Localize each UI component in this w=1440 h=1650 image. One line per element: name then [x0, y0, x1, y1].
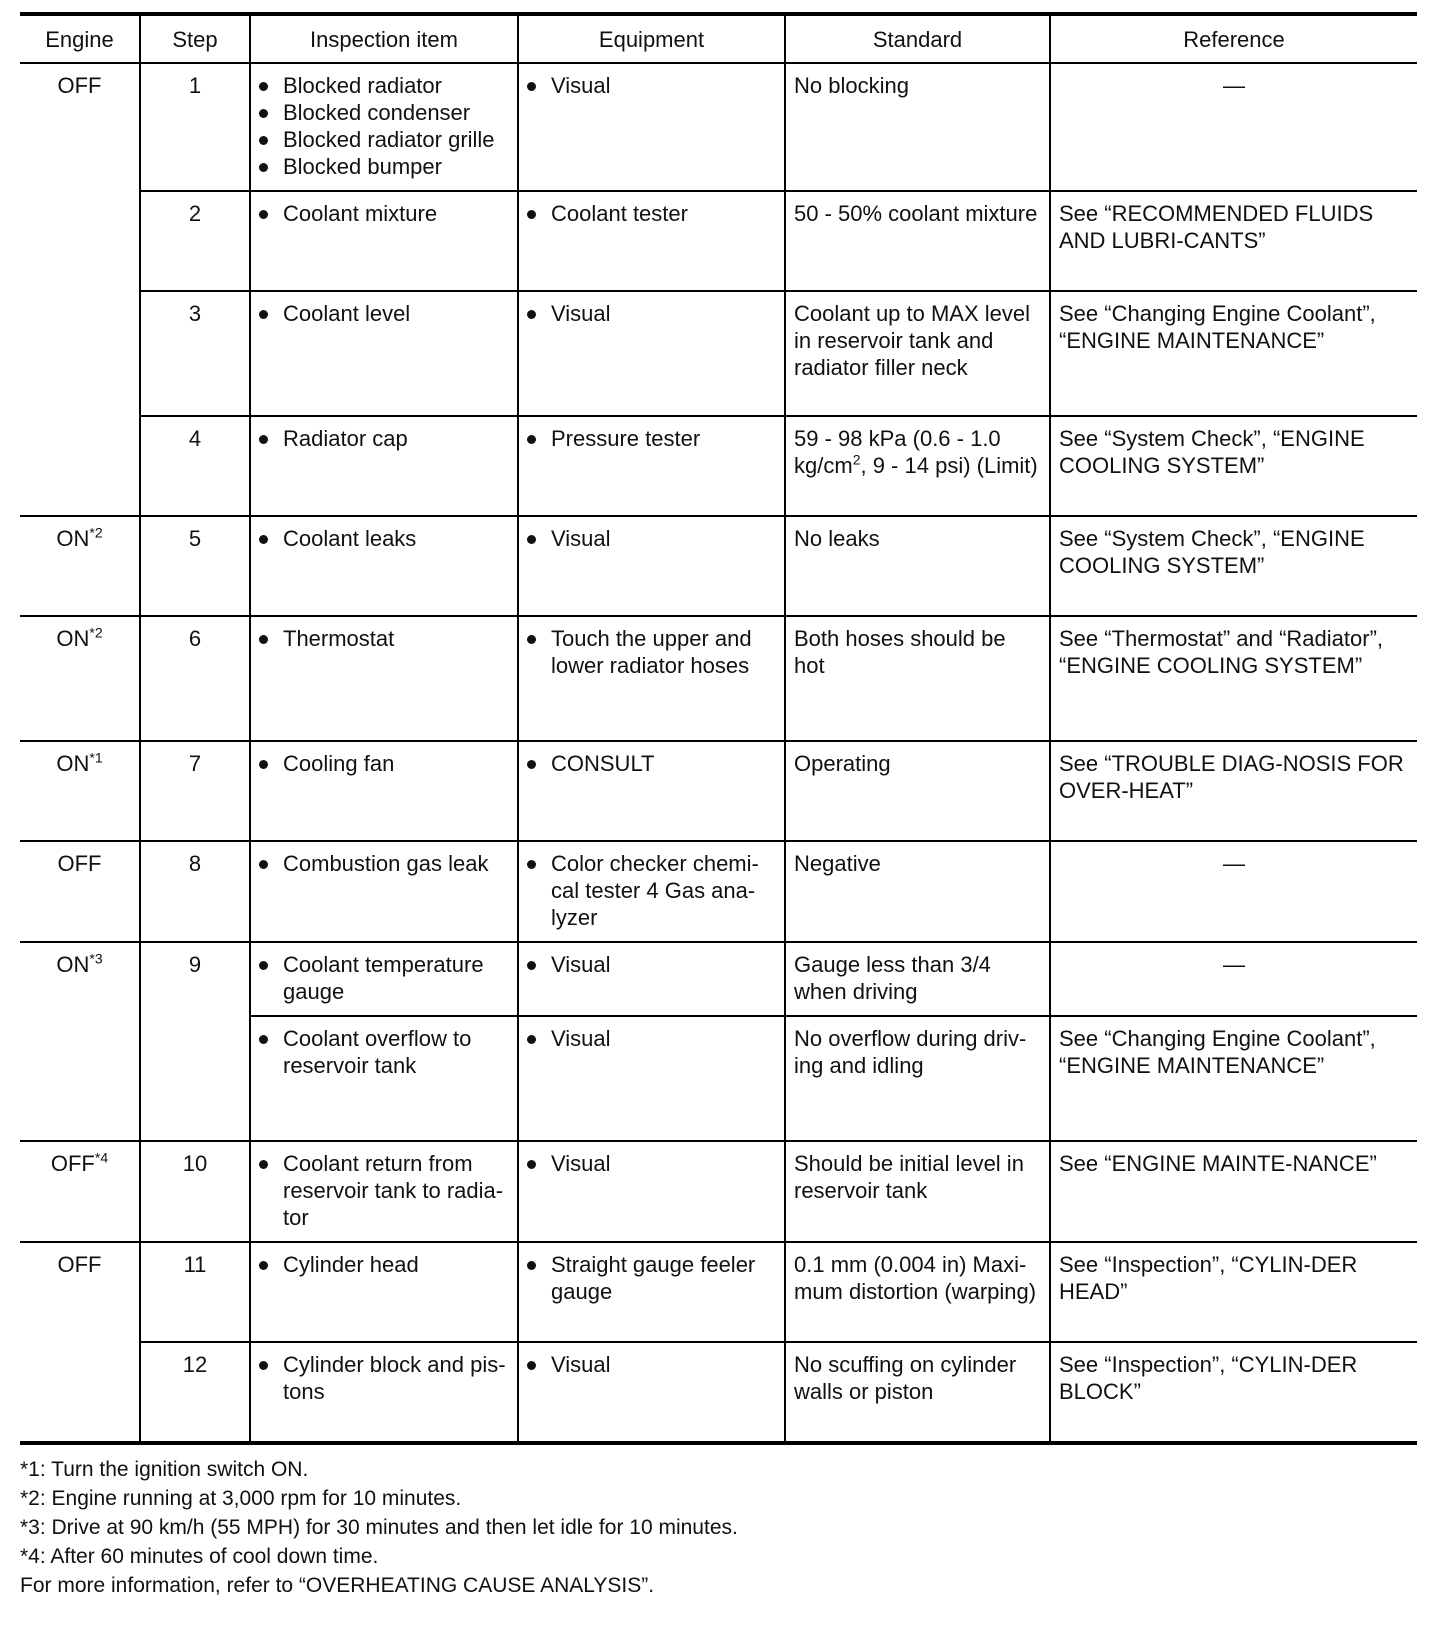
table-row — [20, 942, 1417, 1016]
reference-cell: See “Thermostat” and “Radiator”, “ENGINE COOLING SYSTEM” — [1050, 616, 1417, 741]
header-engine: Engine — [20, 14, 140, 63]
inspection-cell — [250, 63, 518, 191]
engine-value: ON — [56, 526, 90, 551]
header-row — [20, 14, 1417, 63]
equipment-cell — [518, 1016, 785, 1141]
reference-cell: See “RECOMMENDED FLUIDS AND LUBRI-CANTS” — [1050, 191, 1417, 291]
standard-text: , 9 - 14 psi) (Limit) — [860, 453, 1038, 478]
engine-value: OFF — [50, 1151, 95, 1176]
inspection-text: Cylinder block and pis-tons — [283, 1352, 506, 1404]
engine-cell — [20, 63, 140, 516]
inspection-table — [20, 12, 1417, 1445]
inspection-cell — [250, 1242, 518, 1342]
step-cell: 9 — [140, 942, 250, 1141]
table-row — [20, 291, 1417, 416]
standard-text: 59 - 98 kPa (0.6 - 1.0 kg/cm — [794, 426, 1001, 478]
engine-value: ON — [56, 751, 90, 776]
standard-cell: 50 - 50% coolant mixture — [785, 191, 1050, 291]
equipment-text: Straight gauge feeler gauge — [551, 1252, 756, 1304]
list-item — [259, 153, 509, 180]
footnote-2: *2: Engine running at 3,000 rpm for 10 minutes. — [20, 1487, 462, 1510]
bullet-icon — [259, 535, 275, 543]
inspection-cell — [250, 1016, 518, 1141]
inspection-text: Coolant return from reservoir tank to radia-tor — [283, 1151, 504, 1230]
equipment-text: Color checker chemi-cal tester 4 Gas ana-lyzer — [551, 851, 759, 930]
footnote-mark: *3 — [89, 950, 103, 967]
equipment-text: Touch the upper and lower radiator hoses — [551, 626, 752, 678]
inspection-cell — [250, 291, 518, 416]
step-cell: 6 — [140, 616, 250, 741]
equipment-text: CONSULT — [551, 751, 655, 776]
reference-cell: — — [1050, 841, 1417, 942]
reference-cell: See “Inspection”, “CYLIN-DER BLOCK” — [1050, 1342, 1417, 1443]
inspection-cell — [250, 942, 518, 1016]
standard-cell: Should be initial level in reservoir tank — [785, 1141, 1050, 1242]
bullet-icon — [527, 82, 543, 90]
inspection-text: Coolant leaks — [283, 526, 417, 551]
table-row — [20, 741, 1417, 841]
header-step: Step — [140, 14, 250, 63]
equipment-cell — [518, 1242, 785, 1342]
bullet-icon — [527, 860, 543, 868]
bullet-icon — [259, 210, 275, 218]
step-cell: 12 — [140, 1342, 250, 1443]
bullet-icon — [527, 535, 543, 543]
table-row — [20, 516, 1417, 616]
header-equipment: Equipment — [518, 14, 785, 63]
bullet-icon — [527, 210, 543, 218]
engine-cell — [20, 616, 140, 741]
equipment-cell — [518, 63, 785, 191]
inspection-text: Combustion gas leak — [283, 851, 489, 876]
footnotes — [20, 1455, 1417, 1600]
table-row — [20, 616, 1417, 741]
reference-cell: — — [1050, 942, 1417, 1016]
bullet-icon — [259, 136, 275, 144]
step-cell: 4 — [140, 416, 250, 516]
footnote-mark: *4 — [94, 1149, 109, 1166]
reference-cell: See “Inspection”, “CYLIN-DER HEAD” — [1050, 1242, 1417, 1342]
table-row — [20, 416, 1417, 516]
equipment-text: Pressure tester — [551, 426, 701, 451]
inspection-text: Radiator cap — [283, 426, 408, 451]
equipment-cell — [518, 1342, 785, 1443]
inspection-cell — [250, 616, 518, 741]
list-item — [259, 126, 509, 153]
footnote-mark: *2 — [89, 624, 103, 641]
engine-value: ON — [56, 952, 90, 977]
reference-cell: See “System Check”, “ENGINE COOLING SYSTEM” — [1050, 516, 1417, 616]
step-cell: 11 — [140, 1242, 250, 1342]
standard-cell: No blocking — [785, 63, 1050, 191]
header-reference: Reference — [1050, 14, 1417, 63]
footnote-mark: *1 — [89, 749, 103, 766]
reference-cell: See “Changing Engine Coolant”, “ENGINE MAINTENANCE” — [1050, 1016, 1417, 1141]
equipment-text: Visual — [551, 952, 611, 977]
engine-value: OFF — [57, 1252, 102, 1277]
equipment-cell — [518, 841, 785, 942]
bullet-icon — [259, 1035, 275, 1043]
footnote-mark: *2 — [89, 524, 103, 541]
bullet-icon — [259, 310, 275, 318]
equipment-cell — [518, 516, 785, 616]
standard-cell: Operating — [785, 741, 1050, 841]
header-standard: Standard — [785, 14, 1050, 63]
engine-value: ON — [56, 626, 90, 651]
inspection-text: Coolant overflow to reservoir tank — [283, 1026, 472, 1078]
table-row — [20, 841, 1417, 942]
bullet-icon — [527, 760, 543, 768]
bullet-icon — [259, 82, 275, 90]
bullet-icon — [259, 635, 275, 643]
superscript: 2 — [852, 451, 861, 468]
equipment-text: Coolant tester — [551, 201, 688, 226]
reference-cell: See “TROUBLE DIAG-NOSIS FOR OVER-HEAT” — [1050, 741, 1417, 841]
standard-cell — [785, 416, 1050, 516]
inspection-text: Blocked bumper — [283, 154, 442, 179]
reference-cell: See “ENGINE MAINTE-NANCE” — [1050, 1141, 1417, 1242]
standard-cell: 0.1 mm (0.004 in) Maxi-mum distortion (warping) — [785, 1242, 1050, 1342]
equipment-text: Visual — [551, 1151, 611, 1176]
list-item — [259, 99, 509, 126]
footnote-3: *3: Drive at 90 km/h (55 MPH) for 30 minutes and then let idle for 10 minutes. — [20, 1516, 738, 1539]
engine-value: OFF — [57, 73, 102, 98]
equipment-cell — [518, 942, 785, 1016]
standard-cell: No overflow during driv-ing and idling — [785, 1016, 1050, 1141]
inspection-text: Coolant temperature gauge — [283, 952, 484, 1004]
standard-cell: Coolant up to MAX level in reservoir tank and radiator filler neck — [785, 291, 1050, 416]
equipment-text: Visual — [551, 1026, 611, 1051]
step-cell: 5 — [140, 516, 250, 616]
engine-value: OFF — [57, 851, 102, 876]
equipment-cell — [518, 191, 785, 291]
bullet-icon — [259, 1361, 275, 1369]
inspection-text: Blocked condenser — [283, 100, 471, 125]
step-cell: 2 — [140, 191, 250, 291]
step-cell: 8 — [140, 841, 250, 942]
engine-cell — [20, 841, 140, 942]
inspection-text: Coolant level — [283, 301, 411, 326]
inspection-cell — [250, 1141, 518, 1242]
reference-cell: See “System Check”, “ENGINE COOLING SYSTEM” — [1050, 416, 1417, 516]
inspection-cell — [250, 1342, 518, 1443]
inspection-text: Coolant mixture — [283, 201, 438, 226]
inspection-cell — [250, 416, 518, 516]
equipment-text: Visual — [551, 526, 611, 551]
step-cell: 1 — [140, 63, 250, 191]
bullet-icon — [259, 435, 275, 443]
table-row — [20, 1342, 1417, 1443]
bullet-icon — [259, 1160, 275, 1168]
step-cell: 7 — [140, 741, 250, 841]
more-information-note: For more information, refer to “OVERHEATING CAUSE ANALYSIS”. — [20, 1574, 655, 1597]
footnote-1: *1: Turn the ignition switch ON. — [20, 1458, 309, 1481]
table-row — [20, 1242, 1417, 1342]
standard-cell: Negative — [785, 841, 1050, 942]
bullet-icon — [527, 435, 543, 443]
standard-cell: Both hoses should be hot — [785, 616, 1050, 741]
inspection-text: Blocked radiator grille — [283, 127, 495, 152]
bullet-icon — [259, 860, 275, 868]
engine-cell — [20, 942, 140, 1141]
bullet-icon — [527, 635, 543, 643]
bullet-icon — [527, 310, 543, 318]
standard-cell: No leaks — [785, 516, 1050, 616]
bullet-icon — [259, 1261, 275, 1269]
step-cell: 3 — [140, 291, 250, 416]
bullet-icon — [527, 1261, 543, 1269]
bullet-icon — [259, 109, 275, 117]
inspection-text: Blocked radiator — [283, 73, 442, 98]
equipment-cell — [518, 1141, 785, 1242]
equipment-text: Visual — [551, 73, 611, 98]
inspection-cell — [250, 191, 518, 291]
equipment-cell — [518, 291, 785, 416]
equipment-cell — [518, 616, 785, 741]
engine-cell — [20, 741, 140, 841]
inspection-text: Thermostat — [283, 626, 395, 651]
engine-cell — [20, 1141, 140, 1242]
reference-cell: — — [1050, 63, 1417, 191]
reference-cell: See “Changing Engine Coolant”, “ENGINE MAINTENANCE” — [1050, 291, 1417, 416]
inspection-text: Cooling fan — [283, 751, 395, 776]
footnote-4: *4: After 60 minutes of cool down time. — [20, 1545, 379, 1568]
bullet-icon — [259, 163, 275, 171]
engine-cell — [20, 516, 140, 616]
equipment-cell — [518, 741, 785, 841]
inspection-text: Cylinder head — [283, 1252, 419, 1277]
document-page — [20, 12, 1417, 1600]
equipment-text: Visual — [551, 301, 611, 326]
inspection-cell — [250, 741, 518, 841]
table-row — [20, 63, 1417, 191]
engine-cell — [20, 1242, 140, 1443]
bullet-icon — [527, 1035, 543, 1043]
list-item — [259, 72, 509, 99]
equipment-cell — [518, 416, 785, 516]
standard-cell: Gauge less than 3/4 when driving — [785, 942, 1050, 1016]
bullet-icon — [527, 1361, 543, 1369]
inspection-cell — [250, 516, 518, 616]
bullet-icon — [259, 760, 275, 768]
standard-cell: No scuffing on cylinder walls or piston — [785, 1342, 1050, 1443]
bullet-icon — [527, 1160, 543, 1168]
header-inspection-item: Inspection item — [250, 14, 518, 63]
table-row — [20, 191, 1417, 291]
bullet-icon — [527, 961, 543, 969]
inspection-cell — [250, 841, 518, 942]
table-row — [20, 1141, 1417, 1242]
equipment-text: Visual — [551, 1352, 611, 1377]
bullet-icon — [259, 961, 275, 969]
step-cell: 10 — [140, 1141, 250, 1242]
